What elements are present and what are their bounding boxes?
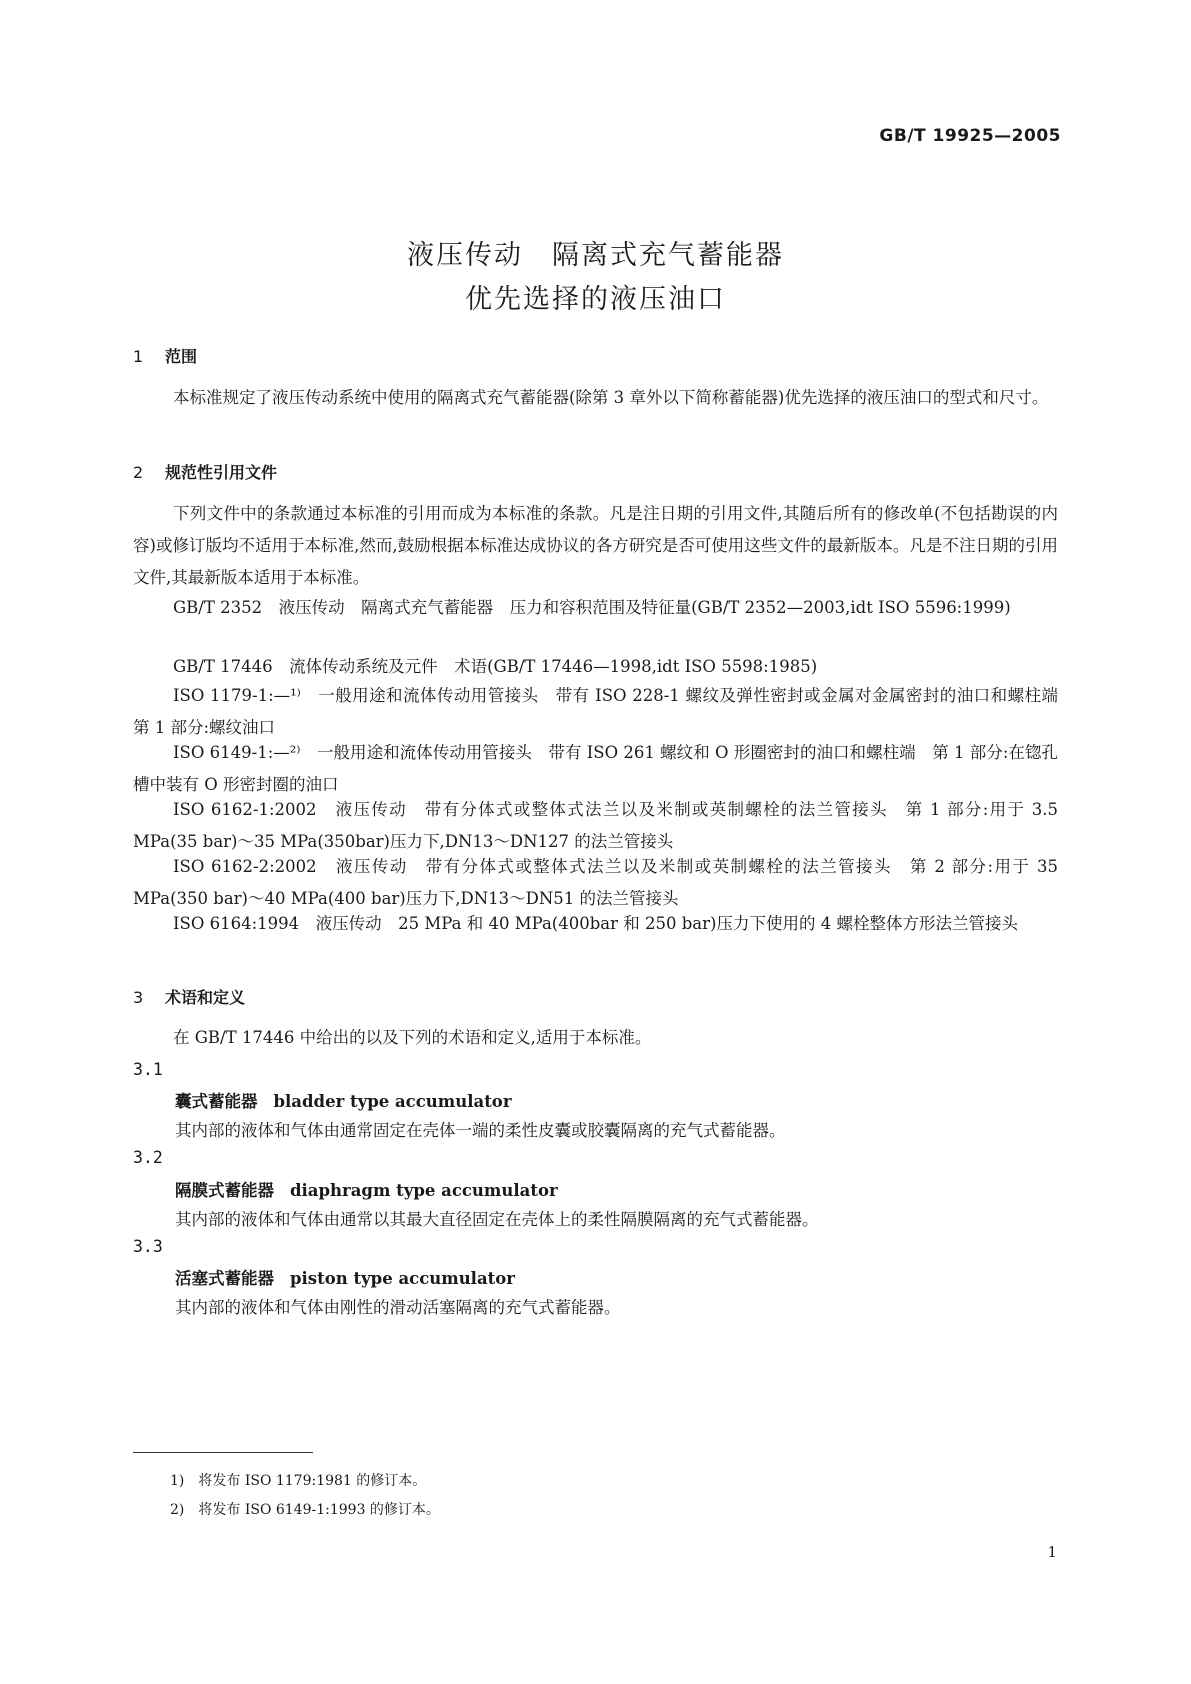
section-title: 规范性引用文件 — [165, 463, 278, 482]
term-heading — [175, 1265, 515, 1289]
reference-item: GB/T 17446 流体传动系统及元件 术语(GB/T 17446—1998,idt ISO 5598:1985) — [173, 657, 818, 676]
term-heading — [175, 1088, 512, 1112]
term-number: 3.3 — [133, 1237, 163, 1256]
section-title: 范围 — [165, 347, 198, 366]
term-definition: 其内部的液体和气体由通常固定在壳体一端的柔性皮囊或胶囊隔离的充气式蓄能器。 — [175, 1121, 786, 1140]
section-3-heading — [133, 985, 245, 1008]
term-heading — [175, 1177, 558, 1201]
page-number: 1 — [1047, 1543, 1057, 1561]
section-number: 3 — [133, 988, 144, 1007]
document-title-line1: 液压传动 隔离式充气蓄能器 — [407, 240, 784, 271]
section-1-heading — [133, 344, 197, 367]
footnote: 1) 将发布 ISO 1179:1981 的修订本。 — [170, 1473, 427, 1489]
term-number: 3.1 — [133, 1060, 163, 1079]
term-definition: 其内部的液体和气体由刚性的滑动活塞隔离的充气式蓄能器。 — [175, 1298, 621, 1317]
term-definition: 其内部的液体和气体由通常以其最大直径固定在壳体上的柔性隔膜隔离的充气式蓄能器。 — [175, 1210, 819, 1229]
reference-item: ISO 1179-1:—¹⁾ 一般用途和流体传动用管接头 带有 ISO 228-1 螺纹及弹性密封或金属对金属密封的油口和螺柱端 第 1 部分:螺纹油口 — [133, 686, 1075, 737]
reference-item: GB/T 2352 液压传动 隔离式充气蓄能器 压力和容积范围及特征量(GB/T 2352—2003,idt ISO 5596:1999) — [173, 598, 1011, 617]
term-chinese: 囊式蓄能器 — [175, 1092, 258, 1111]
reference-item: ISO 6164:1994 液压传动 25 MPa 和 40 MPa(400bar 和 250 bar)压力下使用的 4 螺栓整体方形法兰管接头 — [173, 914, 1018, 933]
section-1-paragraph: 本标准规定了液压传动系统中使用的隔离式充气蓄能器(除第 3 章外以下简称蓄能器)优先选择的液压油口的型式和尺寸。 — [173, 388, 1049, 407]
term-number: 3.2 — [133, 1148, 163, 1167]
term-chinese: 隔膜式蓄能器 — [175, 1181, 274, 1200]
term-english: diaphragm type accumulator — [290, 1181, 558, 1200]
footnote: 2) 将发布 ISO 6149-1:1993 的修订本。 — [170, 1502, 440, 1518]
term-english: piston type accumulator — [290, 1269, 515, 1288]
section-title: 术语和定义 — [165, 988, 246, 1007]
section-2-heading — [133, 460, 277, 483]
section-number: 1 — [133, 347, 144, 366]
footnote-separator — [133, 1452, 313, 1453]
document-title-line2: 优先选择的液压油口 — [465, 284, 726, 315]
reference-item: ISO 6162-1:2002 液压传动 带有分体式或整体式法兰以及米制或英制螺栓的法兰管接头 第 1 部分:用于 3.5 MPa(35 bar)～35 MPa(350bar)压力下,DN13～DN127 的法兰管接头 — [133, 800, 1058, 851]
reference-item: ISO 6149-1:—²⁾ 一般用途和流体传动用管接头 带有 ISO 261 螺纹和 O 形圈密封的油口和螺柱端 第 1 部分:在锪孔槽中装有 O 形密封圈的油口 — [133, 743, 1058, 794]
term-chinese: 活塞式蓄能器 — [175, 1269, 274, 1288]
section-2-paragraph: 下列文件中的条款通过本标准的引用而成为本标准的条款。凡是注日期的引用文件,其随后所有的修改单(不包括勘误的内容)或修订版均不适用于本标准,然而,鼓励根据本标准达成协议的各方研究是否可使用这些文件的最新版本。凡是不注日期的引用文件,其最新版本适用于本标准。 — [133, 504, 1058, 587]
reference-item: ISO 6162-2:2002 液压传动 带有分体式或整体式法兰以及米制或英制螺栓的法兰管接头 第 2 部分:用于 35 MPa(350 bar)～40 MPa(400 bar)压力下,DN13～DN51 的法兰管接头 — [133, 857, 1058, 908]
standard-number: GB/T 19925—2005 — [879, 126, 1061, 146]
section-number: 2 — [133, 463, 144, 482]
section-3-paragraph: 在 GB/T 17446 中给出的以及下列的术语和定义,适用于本标准。 — [173, 1028, 652, 1047]
term-english: bladder type accumulator — [273, 1092, 512, 1111]
